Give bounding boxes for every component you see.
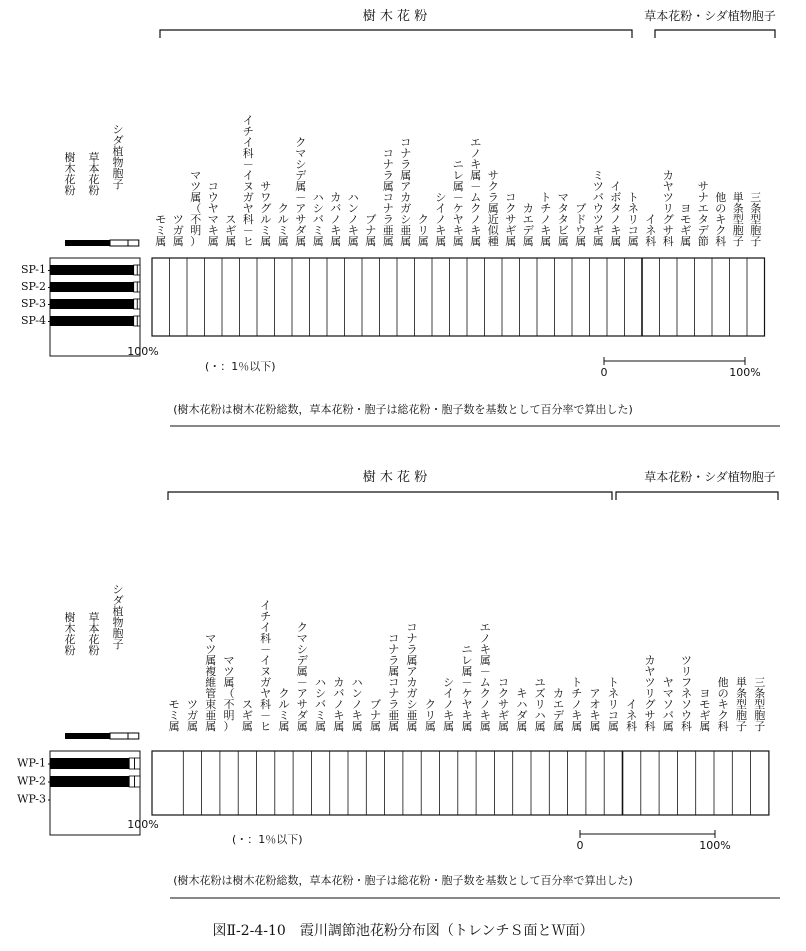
herb-pollen-group-label: 草本花粉・シダ植物胞子	[644, 9, 776, 23]
taxon-name-label: ユズリハ属	[534, 676, 546, 733]
summary-spore-bar	[137, 316, 140, 326]
taxon-name-label: イネ科	[645, 213, 657, 248]
taxon-name-label: コナラ属コナラ亜属	[382, 147, 394, 248]
summary-spore-bar	[135, 776, 140, 787]
taxon-name-label: カバノキ属	[330, 191, 342, 248]
footnote-text: (樹木花粉は樹木花粉総数，草本花粉・胞子は総花粉・胞子数を基数として百分率で算出した)	[173, 403, 633, 416]
taxon-name-label: 単条型胞子	[735, 676, 747, 733]
taxon-name-label: ニレ属－ケヤキ属	[452, 158, 464, 248]
taxon-name-label: マツ属（不明）	[190, 169, 202, 248]
taxon-name-label: ヤマソバ属	[662, 676, 674, 733]
summary-axis-label: 100%	[127, 818, 159, 831]
summary-header-label: 草本花粉	[88, 151, 100, 197]
taxon-name-label: ツガ属	[172, 213, 184, 248]
taxon-name-label: サナエタデ節	[697, 180, 709, 248]
summary-axis-label: 100%	[127, 345, 159, 358]
summary-header-label: 樹木花粉	[64, 611, 76, 657]
taxon-name-label: 三条型胞子	[754, 676, 766, 733]
footnote-text: (樹木花粉は樹木花粉総数，草本花粉・胞子は総花粉・胞子数を基数として百分率で算出した)	[173, 874, 633, 887]
scale-bar-label: 100%	[729, 366, 761, 379]
taxon-name-label: キハダ属	[516, 687, 528, 733]
taxon-name-label: ミツバウツギ属	[592, 169, 604, 248]
summary-header-label: 草本花粉	[88, 611, 100, 657]
tree-pollen-brace	[160, 30, 632, 38]
sample-label: SP-3	[20, 297, 46, 311]
summary-tree-bar	[50, 282, 134, 292]
summary-herb-bar	[134, 265, 138, 275]
taxon-name-label: ハシバミ属	[315, 676, 327, 733]
taxon-name-label: 他のキク科	[715, 191, 727, 248]
sample-label: SP-2	[20, 280, 46, 294]
sample-label: WP-1	[17, 756, 46, 770]
summary-herb-bar	[129, 776, 134, 787]
taxon-name-label: コナラ属コナラ亜属	[388, 632, 400, 733]
taxon-name-label: ツガ属	[186, 698, 198, 733]
trace-legend-note: (・：1％以下)	[232, 833, 303, 846]
taxon-name-label: サワグルミ属	[260, 180, 272, 248]
legend-herb-swatch	[110, 240, 128, 246]
taxon-name-label: ブナ属	[369, 698, 381, 733]
taxa-panel-frame	[152, 258, 765, 336]
taxon-name-label: イネ科	[626, 698, 638, 733]
taxon-name-label: イチイ科－イヌガヤ科－ヒ	[242, 114, 254, 248]
taxon-name-label: スギ属	[241, 698, 253, 733]
sample-label: WP-3	[17, 792, 46, 806]
sample-label: WP-2	[17, 774, 46, 788]
summary-tree-bar	[50, 316, 134, 326]
taxon-name-label: カヤツリグサ科	[662, 169, 674, 248]
taxon-name-label: エノキ属－ムクノキ属	[479, 621, 491, 733]
taxon-name-label: トネリコ属	[627, 191, 639, 248]
summary-spore-bar	[135, 758, 140, 769]
taxon-name-label: マタタビ属	[557, 191, 569, 248]
sample-label: SP-1	[20, 263, 46, 277]
summary-tree-bar	[50, 758, 129, 769]
summary-tree-bar	[50, 776, 129, 787]
summary-spore-bar	[137, 299, 140, 309]
summary-herb-bar	[134, 316, 138, 326]
taxon-name-label: マツ属（不明）	[223, 654, 235, 733]
summary-spore-bar	[137, 265, 140, 275]
taxon-name-label: カヤツリグサ科	[644, 654, 656, 733]
taxon-name-label: クマシデ属－アサダ属	[295, 136, 307, 248]
taxon-name-label: アオキ属	[589, 687, 601, 733]
taxon-name-label: スギ属	[225, 213, 237, 248]
taxon-name-label: コナラ属アカガシ亜属	[400, 136, 412, 248]
taxon-name-label: カエデ属	[552, 687, 564, 733]
taxon-name-label: ハシバミ属	[312, 191, 324, 248]
taxon-name-label: モミ属	[155, 213, 167, 248]
taxon-name-label: エノキ属－ムクノキ属	[470, 136, 482, 248]
taxon-name-label: クルミ属	[278, 687, 290, 733]
taxon-name-label: ヨモギ属	[699, 687, 711, 733]
taxon-name-label: ツリフネソウ科	[681, 654, 693, 733]
legend-tree-swatch	[65, 733, 110, 739]
tree-pollen-group-label: 樹 木 花 粉	[362, 9, 428, 24]
summary-header-label: シダ植物胞子	[112, 583, 124, 651]
legend-herb-swatch	[110, 733, 128, 739]
taxon-name-label: コウヤマキ属	[207, 180, 219, 248]
taxon-name-label: クルミ属	[277, 202, 289, 248]
taxon-name-label: トチノキ属	[571, 676, 583, 733]
herb-pollen-brace	[616, 492, 778, 500]
taxon-name-label: モミ属	[168, 698, 180, 733]
taxon-name-label: クリ属	[424, 698, 436, 733]
legend-spore-swatch	[128, 733, 139, 739]
scale-bar-label: 0	[600, 366, 608, 379]
tree-pollen-brace	[168, 492, 612, 500]
summary-header-label: シダ植物胞子	[112, 123, 124, 191]
scale-bar-label: 100%	[699, 839, 731, 852]
taxon-name-label: カエデ属	[522, 202, 534, 248]
taxa-panel-frame	[152, 751, 769, 815]
summary-tree-bar	[50, 265, 134, 275]
taxon-name-label: 単条型胞子	[732, 191, 744, 248]
herb-pollen-brace	[655, 30, 775, 38]
taxon-name-label: トネリコ属	[607, 676, 619, 733]
taxon-name-label: コナラ属アカガシ亜属	[406, 621, 418, 733]
sample-label: SP-4	[20, 314, 46, 328]
taxon-name-label: クリ属	[417, 213, 429, 248]
tree-pollen-group-label: 樹 木 花 粉	[362, 470, 428, 485]
taxon-name-label: ヨモギ属	[680, 202, 692, 248]
taxon-name-label: クマシデ属－アサダ属	[296, 621, 308, 733]
summary-herb-bar	[134, 282, 138, 292]
summary-spore-bar	[137, 282, 140, 292]
taxon-name-label: ハンノキ属	[347, 191, 359, 248]
taxon-name-label: イチイ科－イヌガヤ科－ヒ	[260, 599, 272, 733]
taxon-name-label: トチノキ属	[540, 191, 552, 248]
taxon-name-label: コクサギ属	[505, 191, 517, 248]
taxon-name-label: ブドウ属	[575, 202, 587, 248]
legend-tree-swatch	[65, 240, 110, 246]
taxon-name-label: ブナ属	[365, 213, 377, 248]
figure-title: 図Ⅱ-2-4-10 霞川調節池花粉分布図（トレンチＳ面とＷ面）	[212, 923, 594, 939]
taxon-name-label: イボタノキ属	[610, 180, 622, 248]
trace-legend-note: (・：1％以下)	[205, 360, 276, 373]
taxon-name-label: 他のキク科	[717, 676, 729, 733]
summary-herb-bar	[134, 299, 138, 309]
herb-pollen-group-label: 草本花粉・シダ植物胞子	[644, 470, 776, 484]
taxon-name-label: マツ属複維管束亜属	[205, 632, 217, 733]
taxon-name-label: ハンノキ属	[351, 676, 363, 733]
scale-bar-label: 0	[576, 839, 584, 852]
taxon-name-label: シイノキ属	[435, 191, 447, 248]
taxon-name-label: カバノキ属	[333, 676, 345, 733]
summary-herb-bar	[129, 758, 134, 769]
taxon-name-label: ニレ属－ケヤキ属	[461, 643, 473, 733]
taxon-name-label: シイノキ属	[443, 676, 455, 733]
taxon-name-label: コクサギ属	[498, 676, 510, 733]
summary-header-label: 樹木花粉	[64, 151, 76, 197]
legend-spore-swatch	[128, 240, 139, 246]
taxon-name-label: サクラ属近似種	[487, 169, 499, 248]
taxon-name-label: 三条型胞子	[750, 191, 762, 248]
summary-tree-bar	[50, 299, 134, 309]
